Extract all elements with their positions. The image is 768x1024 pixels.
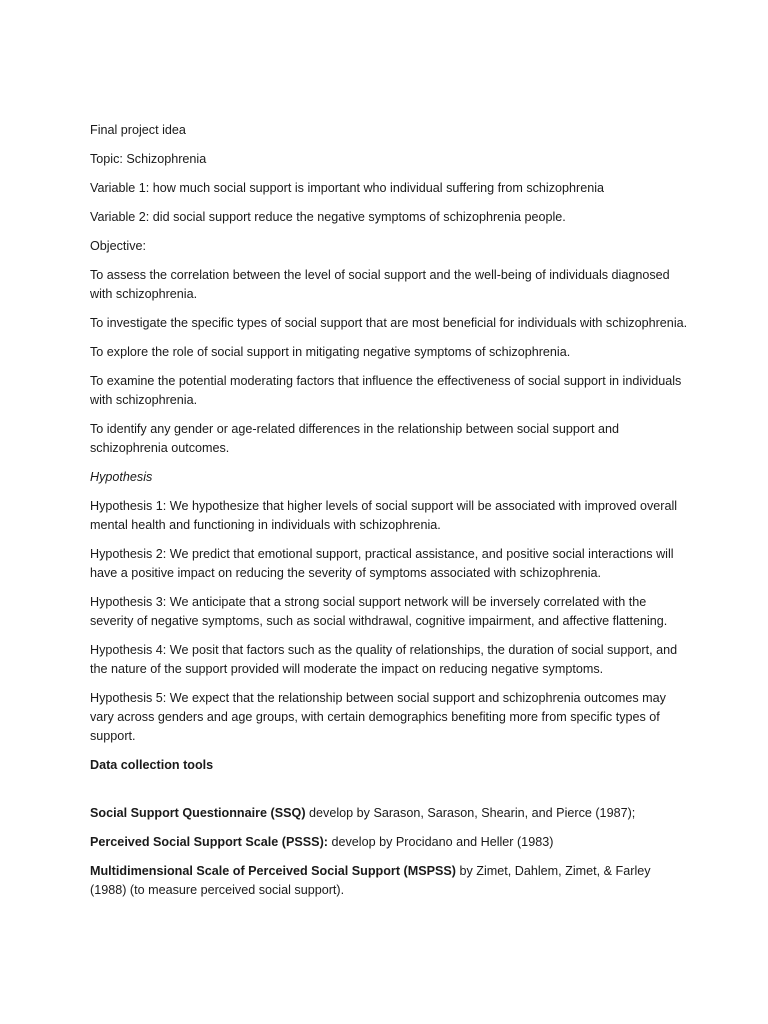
objective-item: To examine the potential moderating factors that influence the effectiveness of social support in individuals with schizophrenia. bbox=[90, 374, 682, 407]
tools-heading: Data collection tools bbox=[90, 758, 214, 772]
topic-line: Topic: Schizophrenia bbox=[90, 152, 207, 166]
document-body bbox=[90, 121, 690, 910]
tool-name: Multidimensional Scale of Perceived Social Support (MSPSS) bbox=[90, 864, 456, 878]
tool-item bbox=[90, 833, 690, 852]
hypothesis-heading: Hypothesis bbox=[90, 470, 153, 484]
hypothesis-item: Hypothesis 3: We anticipate that a strong social support network will be inversely correlated with the severity of negative symptoms, such as social withdrawal, cognitive impairment, and affective flattening. bbox=[90, 595, 668, 628]
hypothesis-item: Hypothesis 1: We hypothesize that higher levels of social support will be associated with improved overall mental health and functioning in individuals with schizophrenia. bbox=[90, 499, 678, 532]
objective-heading: Objective: bbox=[90, 239, 146, 253]
tool-item bbox=[90, 804, 690, 823]
hypothesis-item: Hypothesis 2: We predict that emotional support, practical assistance, and positive social interactions will have a positive impact on reducing the severity of symptoms associated with schizophrenia. bbox=[90, 547, 674, 580]
tool-name: Social Support Questionnaire (SSQ) bbox=[90, 806, 306, 820]
variable-1: Variable 1: how much social support is important who individual suffering from schizophrenia bbox=[90, 181, 605, 195]
document-title: Final project idea bbox=[90, 123, 186, 137]
hypothesis-item: Hypothesis 5: We expect that the relationship between social support and schizophrenia outcomes may vary across genders and age groups, with certain demographics benefiting more from specific types of support. bbox=[90, 691, 666, 743]
tool-item bbox=[90, 862, 690, 900]
objective-item: To identify any gender or age-related differences in the relationship between social support and schizophrenia outcomes. bbox=[90, 422, 620, 455]
tool-detail: develop by Sarason, Sarason, Shearin, and Pierce (1987); bbox=[305, 806, 636, 820]
tool-detail: develop by Procidano and Heller (1983) bbox=[327, 835, 554, 849]
tool-name: Perceived Social Support Scale (PSSS): bbox=[90, 835, 328, 849]
objective-item: To explore the role of social support in mitigating negative symptoms of schizophrenia. bbox=[90, 345, 571, 359]
tool-detail: by Zimet, Dahlem, Zimet, & Farley (1988) (to measure perceived social support). bbox=[90, 864, 651, 897]
hypothesis-item: Hypothesis 4: We posit that factors such as the quality of relationships, the duration of social support, and the nature of the support provided will moderate the impact on reducing negative symptoms. bbox=[90, 643, 678, 676]
variable-2: Variable 2: did social support reduce the negative symptoms of schizophrenia people. bbox=[90, 210, 566, 224]
objective-item: To assess the correlation between the level of social support and the well-being of individuals diagnosed with schizophrenia. bbox=[90, 268, 670, 301]
objective-item: To investigate the specific types of social support that are most beneficial for individuals with schizophrenia. bbox=[90, 316, 688, 330]
